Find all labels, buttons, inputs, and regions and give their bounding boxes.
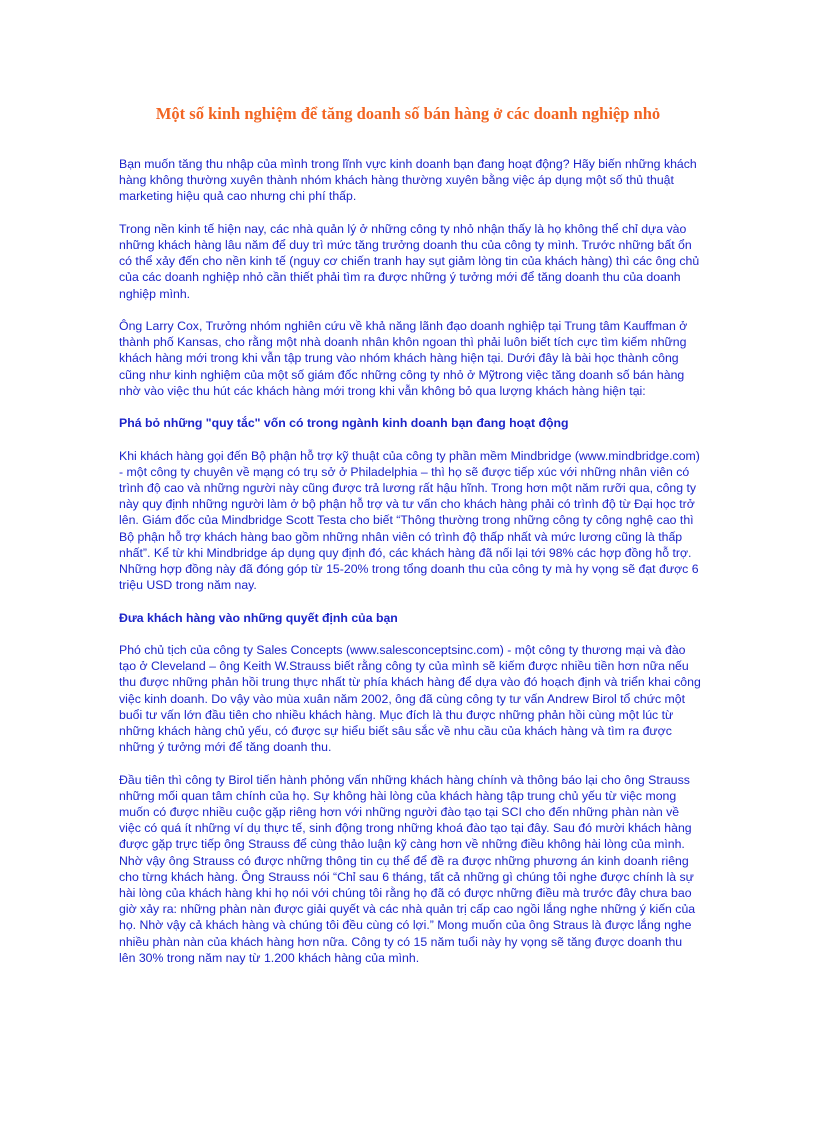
paragraph-economy: Trong nền kinh tế hiện nay, các nhà quản lý ở những công ty nhỏ nhận thấy là họ không thể chỉ dựa vào những khách hàng lâu năm để duy trì mức tăng trưởng doanh thu của công ty mình. Trước những bất ổn có thể xảy đến cho nền kinh tế (nguy cơ chiến tranh hay sụt giảm lòng tin của khách hàng) thì các ông chủ của các doanh nghiệp nhỏ cần thiết phải tìm ra được những ý tưởng mới để tăng doanh thu của doanh nghiệp mình. — [119, 221, 700, 301]
paragraph-intro: Bạn muốn tăng thu nhập của mình trong lĩnh vực kinh doanh bạn đang hoạt động? Hãy biến những khách hàng không thường xuyên thành nhóm khách hàng thường xuyên bằng việc áp dụng một số thủ thuật marketing hiệu quả cao nhưng chi phí thấp. — [119, 157, 697, 204]
paragraph-birol: Đầu tiên thì công ty Birol tiến hành phỏng vấn những khách hàng chính và thông báo lại cho ông Strauss những mối quan tâm chính của họ. Sự không hài lòng của khách hàng tập trung chủ yếu từ việc mong muốn có được nhiều cuộc gặp riêng hơn với những người đào tạo tại SCI cho đến những phàn nàn về việc có quá ít những ví dụ thực tế, sinh động trong những khoá đào tạo tại đây. Sau đó mười khách hàng được gặp trực tiếp ông Strauss để cùng thảo luận kỹ càng hơn về những điều không hài lòng của mình. Nhờ vậy ông Strauss có được những thông tin cụ thể để đề ra được những phương án kinh doanh riêng cho từng khách hàng. Ông Strauss nói “Chỉ sau 6 tháng, tất cả những gì chúng tôi nghe được chính là sự hài lòng của khách hàng khi họ nói với chúng tôi rằng họ đã có được những điều mà trước đây chưa bao giờ xảy ra: những phàn nàn được giải quyết và các nhà quản trị cấp cao ngồi lắng nghe những ý kiến của họ. Nhờ vậy cả khách hàng và chúng tôi đều cùng có lợi.” Mong muốn của ông Straus là được lắng nghe nhiều phàn nàn của khách hàng hơn nữa. Công ty có 15 năm tuổi này hy vọng sẽ tăng được doanh thu lên 30% trong năm nay từ 1.200 khách hàng của mình. — [119, 772, 696, 965]
section-heading-rules: Phá bỏ những "quy tắc" vốn có trong ngành kinh doanh bạn đang hoạt động — [119, 416, 569, 431]
paragraph-sales-concepts: Phó chủ tịch của công ty Sales Concepts (www.salesconceptsinc.com) - một công ty thương mại và đào tạo ở Cleveland – ông Keith W.Strauss biết rằng công ty của mình sẽ kiếm được nhiều tiền hơn nữa nếu thu được những phản hồi trung thực nhất từ phía khách hàng để dựa vào đó hoạch định và triển khai công việc kinh doanh. Do vậy vào mùa xuân năm 2002, ông đã cùng công ty tư vấn Andrew Birol tổ chức một buổi tư vấn lớn đầu tiên cho nhiều khách hàng. Mục đích là thu được những phản hồi cùng một lúc từ những khách hàng chủ yếu, có được sự hiểu biết sâu sắc về nhu cầu của khách hàng và tìm ra được những ý tưởng mới để tăng doanh thu. — [119, 643, 701, 755]
section-heading-customers: Đưa khách hàng vào những quyết định của bạn — [119, 610, 398, 625]
document-body — [119, 156, 701, 982]
paragraph-mindbridge: Khi khách hàng gọi đến Bộ phận hỗ trợ kỹ thuật của công ty phần mềm Mindbridge (www.mindbridge.com) - một công ty chuyên về mạng có trụ sở ở Philadelphia – thì họ sẽ được tiếp xúc với những nhân viên có trình độ cao và những người này cũng được trả lương rất hậu hĩnh. Trong hơn một năm rưỡi qua, công ty này quy định những người làm ở bộ phận hỗ trợ và tư vấn cho khách hàng phải có trình độ từ Đại học trở lên. Giám đốc của Mindbridge Scott Testa cho biết “Thông thường trong những công ty công nghệ cao thì Bộ phận hỗ trợ khách hàng bao gồm những nhân viên có trình độ thấp nhất và mức lương cũng là thấp nhất”. Kể từ khi Mindbridge áp dụng quy định đó, các khách hàng đã nối lại tới 98% các hợp đồng hỗ trợ. Những hợp đồng này đã đóng góp từ 15-20% trong tổng doanh thu của công ty mà hy vọng sẽ đạt được 6 triệu USD trong năm nay. — [119, 448, 700, 593]
document-title: Một số kinh nghiệm để tăng doanh số bán hàng ở các doanh nghiệp nhỏ — [155, 104, 661, 123]
paragraph-larry-cox: Ông Larry Cox, Trưởng nhóm nghiên cứu về khả năng lãnh đạo doanh nghiệp tại Trung tâm Kauffman ở thành phố Kansas, cho rằng một nhà doanh nhân khôn ngoan thì phải luôn biết tích cực tìm kiếm những khách hàng mới trong khi vẫn tập trung vào nhóm khách hàng hiện tại. Dưới đây là bài học thành công cũng như kinh nghiệm của một số giám đốc những công ty nhỏ ở Mỹtrong việc tăng doanh số bán hàng nhờ vào việc thu hút các khách hàng mới trong khi vẫn không bỏ qua lượng khách hàng hiện tại: — [119, 319, 688, 398]
